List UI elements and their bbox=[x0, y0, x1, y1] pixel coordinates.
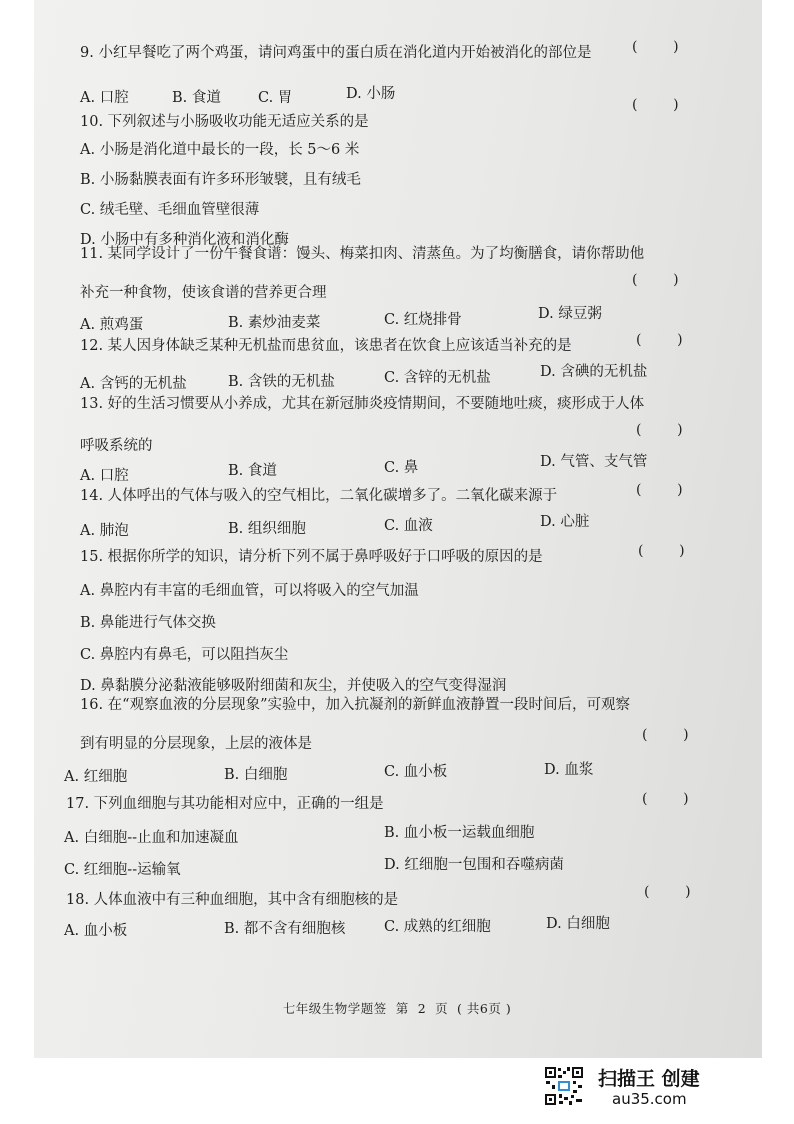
question-16-option-a: A. 红细胞 bbox=[64, 769, 128, 785]
question-18-stem: 18. 人体血液中有三种血细胞，其中含有细胞核的是 bbox=[66, 892, 399, 908]
question-16-option-d: D. 血浆 bbox=[544, 762, 594, 778]
question-14-option-b: B. 组织细胞 bbox=[228, 521, 306, 537]
question-10-option-b: B. 小肠黏膜表面有许多环形皱襞，且有绒毛 bbox=[80, 172, 361, 188]
answer-paren-12: ( ) bbox=[636, 332, 683, 348]
question-9-option-a: A. 口腔 bbox=[80, 90, 129, 106]
question-18-option-d: D. 白细胞 bbox=[546, 916, 610, 932]
question-11-option-a: A. 煎鸡蛋 bbox=[80, 317, 144, 333]
question-16-stem-line-2: 到有明显的分层现象，上层的液体是 bbox=[80, 736, 312, 752]
answer-paren-18: ( ) bbox=[644, 884, 691, 900]
question-12-stem: 12. 某人因身体缺乏某种无机盐而患贫血，该患者在饮食上应该适当补充的是 bbox=[80, 338, 572, 354]
question-17-option-a: A. 白细胞--止血和加速凝血 bbox=[64, 830, 239, 846]
question-14-option-c: C. 血液 bbox=[384, 518, 433, 534]
question-12-option-c: C. 含锌的无机盐 bbox=[384, 370, 491, 386]
question-15-stem: 15. 根据你所学的知识，请分析下列不属于鼻呼吸好于口呼吸的原因的是 bbox=[80, 549, 543, 565]
scanner-brand-name: 扫描王 创建 bbox=[598, 1068, 700, 1090]
question-13-option-a: A. 口腔 bbox=[80, 468, 129, 484]
question-15-option-b: B. 鼻能进行气体交换 bbox=[80, 615, 216, 631]
scanner-watermark bbox=[540, 1062, 760, 1112]
question-14-option-a: A. 肺泡 bbox=[80, 523, 129, 539]
question-17-stem: 17. 下列血细胞与其功能相对应中，正确的一组是 bbox=[66, 796, 384, 812]
question-16-stem-line-1: 16. 在“观察血液的分层现象”实验中，加入抗凝剂的新鲜血液静置一段时间后，可观察 bbox=[80, 697, 630, 713]
question-13-option-b: B. 食道 bbox=[228, 463, 277, 479]
question-15-option-c: C. 鼻腔内有鼻毛，可以阻挡灰尘 bbox=[80, 647, 289, 663]
question-15-option-a: A. 鼻腔内有丰富的毛细血管，可以将吸入的空气加温 bbox=[80, 583, 419, 599]
question-10-option-d: D. 小肠中有多种消化液和消化酶 bbox=[80, 232, 289, 248]
question-9-option-d: D. 小肠 bbox=[346, 86, 396, 102]
question-9-option-b: B. 食道 bbox=[172, 90, 221, 106]
question-12-option-b: B. 含铁的无机盐 bbox=[228, 374, 335, 390]
answer-paren-10: ( ) bbox=[632, 97, 679, 113]
question-9-stem: 9. 小红早餐吃了两个鸡蛋，请问鸡蛋中的蛋白质在消化道内开始被消化的部位是 bbox=[80, 45, 592, 61]
question-15-option-d: D. 鼻黏膜分泌黏液能够吸附细菌和灰尘，并使吸入的空气变得湿润 bbox=[80, 678, 507, 694]
question-9-option-c: C. 胃 bbox=[258, 90, 293, 106]
answer-paren-9: ( ) bbox=[632, 39, 679, 55]
question-16-option-b: B. 白细胞 bbox=[224, 767, 288, 783]
question-12-option-d: D. 含碘的无机盐 bbox=[540, 364, 648, 380]
question-16-option-c: C. 血小板 bbox=[384, 764, 448, 780]
question-10-stem: 10. 下列叙述与小肠吸收功能无适应关系的是 bbox=[80, 114, 369, 130]
answer-paren-17: ( ) bbox=[642, 791, 689, 807]
answer-paren-11: ( ) bbox=[632, 272, 679, 288]
question-18-option-a: A. 血小板 bbox=[64, 923, 128, 939]
question-11-stem-line-1: 11. 某同学设计了一份午餐食谱：馒头、梅菜扣肉、清蒸鱼。为了均衡膳食，请你帮助他 bbox=[80, 246, 645, 262]
question-13-option-c: C. 鼻 bbox=[384, 460, 419, 476]
question-11-stem-line-2: 补充一种食物，使该食谱的营养更合理 bbox=[80, 285, 327, 301]
answer-paren-16: ( ) bbox=[642, 727, 689, 743]
question-14-option-d: D. 心脏 bbox=[540, 514, 590, 530]
scanner-brand-url: au35.com bbox=[612, 1090, 687, 1108]
question-10-option-c: C. 绒毛壁、毛细血管壁很薄 bbox=[80, 202, 260, 218]
question-10-option-a: A. 小肠是消化道中最长的一段，长 5～6 米 bbox=[80, 142, 360, 158]
question-11-option-c: C. 红烧排骨 bbox=[384, 312, 462, 328]
answer-paren-13: ( ) bbox=[636, 422, 683, 438]
answer-paren-14: ( ) bbox=[636, 482, 683, 498]
question-11-option-d: D. 绿豆粥 bbox=[538, 306, 602, 322]
answer-paren-15: ( ) bbox=[638, 543, 685, 559]
question-17-option-b: B. 血小板一运载血细胞 bbox=[384, 825, 535, 841]
question-13-stem-line-2: 呼吸系统的 bbox=[80, 438, 153, 454]
question-13-stem-line-1: 13. 好的生活习惯要从小养成，尤其在新冠肺炎疫情期间，不要随地吐痰，痰形成于人体 bbox=[80, 396, 645, 412]
question-17-option-c: C. 红细胞--运输氧 bbox=[64, 862, 181, 878]
question-11-option-b: B. 素炒油麦菜 bbox=[228, 315, 321, 331]
question-17-option-d: D. 红细胞一包围和吞噬病菌 bbox=[384, 857, 564, 873]
page-footer: 七年级生物学题签 第 2 页 ( 共6页 ) bbox=[282, 1001, 512, 1016]
question-13-option-d: D. 气管、支气管 bbox=[540, 454, 648, 470]
question-18-option-c: C. 成熟的红细胞 bbox=[384, 919, 491, 935]
qr-code-icon bbox=[544, 1066, 584, 1106]
question-18-option-b: B. 都不含有细胞核 bbox=[224, 921, 346, 937]
question-14-stem: 14. 人体呼出的气体与吸入的空气相比，二氧化碳增多了。二氧化碳来源于 bbox=[80, 488, 558, 504]
question-12-option-a: A. 含钙的无机盐 bbox=[80, 376, 187, 392]
